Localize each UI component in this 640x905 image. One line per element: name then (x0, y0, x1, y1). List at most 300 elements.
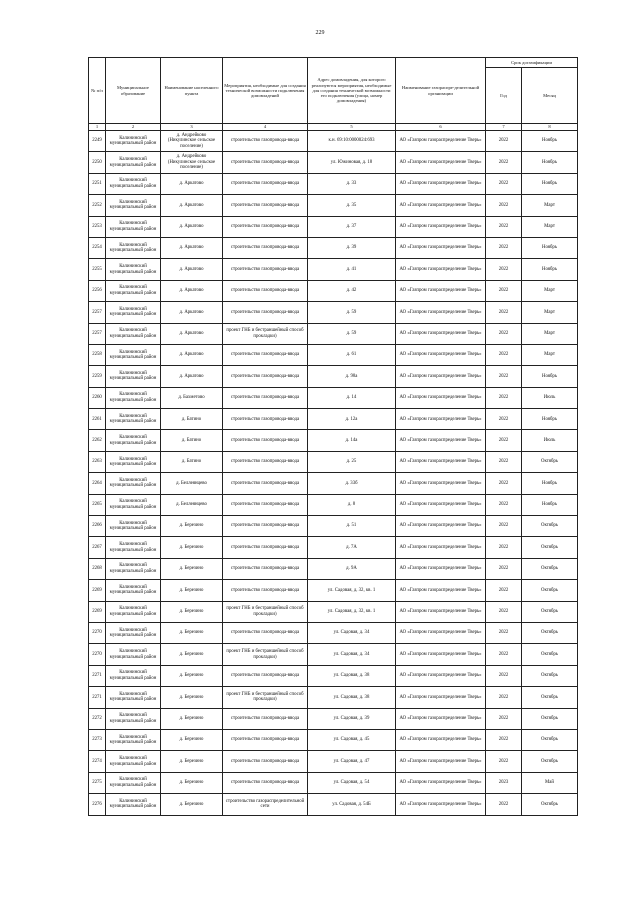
header-month: Месяц (522, 68, 578, 124)
settlement-cell: д. Березино (161, 622, 223, 643)
municipality-cell: Калининский муниципальный район (106, 708, 161, 729)
header-measures: Мероприятия, необходимые для создания технической возможности подключения домовладений (223, 58, 308, 124)
organization-cell: АО «Газпром газораспределение Тверь» (396, 131, 486, 152)
measures-cell: строительство газопровода-ввода (223, 259, 308, 280)
measures-cell: строительство газопровода-ввода (223, 537, 308, 558)
organization-cell: АО «Газпром газораспределение Тверь» (396, 665, 486, 686)
column-number-row (89, 124, 578, 131)
row-number-cell: 2270 (89, 644, 106, 665)
column-number: 1 (89, 124, 106, 131)
measures-cell: строительство газопровода-ввода (223, 580, 308, 601)
table-row (89, 323, 578, 344)
settlement-cell: д. Березино (161, 644, 223, 665)
row-number-cell: 2271 (89, 687, 106, 708)
column-number: 7 (486, 124, 522, 131)
row-number-cell: 2252 (89, 195, 106, 216)
month-cell: Май (522, 772, 578, 793)
settlement-cell: д. Березино (161, 729, 223, 750)
column-number: 6 (396, 124, 486, 131)
settlement-cell: д. Березино (161, 558, 223, 579)
table-row (89, 216, 578, 237)
organization-cell: АО «Газпром газораспределение Тверь» (396, 473, 486, 494)
year-cell: 2022 (486, 409, 522, 430)
settlement-cell: д. Березино (161, 665, 223, 686)
organization-cell: АО «Газпром газораспределение Тверь» (396, 387, 486, 408)
address-cell: д. 39 (308, 237, 396, 258)
measures-cell: строительство газопровода-ввода (223, 387, 308, 408)
municipality-cell: Калининский муниципальный район (106, 729, 161, 750)
measures-cell: строительство газопровода-ввода (223, 173, 308, 194)
organization-cell: АО «Газпром газораспределение Тверь» (396, 323, 486, 344)
settlement-cell: д. Аркатово (161, 344, 223, 365)
row-number-cell: 2275 (89, 772, 106, 793)
table-row (89, 558, 578, 579)
settlement-cell: д. Батино (161, 430, 223, 451)
address-cell: д. 51 (308, 516, 396, 537)
column-number: 3 (161, 124, 223, 131)
header-deadline: Срок догазификации (486, 58, 578, 68)
organization-cell: АО «Газпром газораспределение Тверь» (396, 173, 486, 194)
municipality-cell: Калининский муниципальный район (106, 302, 161, 323)
organization-cell: АО «Газпром газораспределение Тверь» (396, 601, 486, 622)
table-row (89, 537, 578, 558)
year-cell: 2022 (486, 601, 522, 622)
month-cell: Ноябрь (522, 131, 578, 152)
measures-cell: строительство газопровода-ввода (223, 344, 308, 365)
municipality-cell: Калининский муниципальный район (106, 644, 161, 665)
row-number-cell: 2270 (89, 622, 106, 643)
month-cell: Март (522, 323, 578, 344)
table-row (89, 751, 578, 772)
month-cell: Октябрь (522, 580, 578, 601)
municipality-cell: Калининский муниципальный район (106, 259, 161, 280)
settlement-cell: д. Аркатово (161, 323, 223, 344)
year-cell: 2022 (486, 580, 522, 601)
municipality-cell: Калининский муниципальный район (106, 131, 161, 152)
settlement-cell: д. Аркатово (161, 302, 223, 323)
measures-cell: строительство газопровода-ввода (223, 473, 308, 494)
settlement-cell: д. Березино (161, 708, 223, 729)
organization-cell: АО «Газпром газораспределение Тверь» (396, 216, 486, 237)
table-row (89, 794, 578, 815)
settlement-cell: д. Батино (161, 451, 223, 472)
address-cell: д. 59 (308, 302, 396, 323)
row-number-cell: 2263 (89, 451, 106, 472)
month-cell: Октябрь (522, 601, 578, 622)
year-cell: 2022 (486, 516, 522, 537)
measures-cell: строительство газопровода-ввода (223, 195, 308, 216)
measures-cell: строительство газопровода-ввода (223, 152, 308, 173)
row-number-cell: 2251 (89, 173, 106, 194)
year-cell: 2022 (486, 280, 522, 301)
month-cell: Октябрь (522, 729, 578, 750)
month-cell: Ноябрь (522, 173, 578, 194)
settlement-cell: д. Березино (161, 794, 223, 815)
year-cell: 2022 (486, 152, 522, 173)
table-row (89, 708, 578, 729)
measures-cell: строительство газопровода-ввода (223, 302, 308, 323)
measures-cell: строительство газопровода-ввода (223, 366, 308, 387)
year-cell: 2022 (486, 195, 522, 216)
municipality-cell: Калининский муниципальный район (106, 772, 161, 793)
year-cell: 2023 (486, 772, 522, 793)
month-cell: Октябрь (522, 665, 578, 686)
organization-cell: АО «Газпром газораспределение Тверь» (396, 644, 486, 665)
year-cell: 2022 (486, 451, 522, 472)
month-cell: Октябрь (522, 516, 578, 537)
table-row (89, 302, 578, 323)
table-row (89, 601, 578, 622)
table-row (89, 622, 578, 643)
municipality-cell: Калининский муниципальный район (106, 794, 161, 815)
month-cell: Июль (522, 430, 578, 451)
municipality-cell: Калининский муниципальный район (106, 237, 161, 258)
settlement-cell: д. Березино (161, 772, 223, 793)
month-cell: Октябрь (522, 794, 578, 815)
organization-cell: АО «Газпром газораспределение Тверь» (396, 259, 486, 280)
table-row (89, 280, 578, 301)
header-year: Год (486, 68, 522, 124)
settlement-cell: д. Березино (161, 516, 223, 537)
month-cell: Ноябрь (522, 494, 578, 515)
organization-cell: АО «Газпром газораспределение Тверь» (396, 451, 486, 472)
organization-cell: АО «Газпром газораспределение Тверь» (396, 494, 486, 515)
settlement-cell: д. Березино (161, 580, 223, 601)
municipality-cell: Калининский муниципальный район (106, 665, 161, 686)
row-number-cell: 2259 (89, 366, 106, 387)
address-cell: ул. Садовая, д. 32, кв. 1 (308, 580, 396, 601)
municipality-cell: Калининский муниципальный район (106, 195, 161, 216)
year-cell: 2022 (486, 687, 522, 708)
row-number-cell: 2264 (89, 473, 106, 494)
address-cell: д. 9А (308, 558, 396, 579)
year-cell: 2022 (486, 729, 522, 750)
year-cell: 2022 (486, 622, 522, 643)
year-cell: 2022 (486, 344, 522, 365)
measures-cell: строительство газопровода-ввода (223, 622, 308, 643)
table-row (89, 387, 578, 408)
year-cell: 2022 (486, 259, 522, 280)
organization-cell: АО «Газпром газораспределение Тверь» (396, 237, 486, 258)
month-cell: Ноябрь (522, 259, 578, 280)
measures-cell: проект ГНБ и бестраншейный способ прокладки) (223, 601, 308, 622)
settlement-cell: д. Бахметово (161, 387, 223, 408)
year-cell: 2022 (486, 537, 522, 558)
address-cell: ул. Садовая, д. 34 (308, 644, 396, 665)
municipality-cell: Калининский муниципальный район (106, 751, 161, 772)
table-row (89, 451, 578, 472)
month-cell: Ноябрь (522, 152, 578, 173)
month-cell: Март (522, 216, 578, 237)
municipality-cell: Калининский муниципальный район (106, 473, 161, 494)
row-number-cell: 2249 (89, 131, 106, 152)
municipality-cell: Калининский муниципальный район (106, 280, 161, 301)
table-row (89, 409, 578, 430)
organization-cell: АО «Газпром газораспределение Тверь» (396, 622, 486, 643)
column-number: 4 (223, 124, 308, 131)
row-number-cell: 2253 (89, 216, 106, 237)
year-cell: 2022 (486, 558, 522, 579)
table-body (89, 131, 578, 816)
table-row (89, 430, 578, 451)
organization-cell: АО «Газпром газораспределение Тверь» (396, 729, 486, 750)
measures-cell: строительство газопровода-ввода (223, 708, 308, 729)
municipality-cell: Калининский муниципальный район (106, 537, 161, 558)
organization-cell: АО «Газпром газораспределение Тверь» (396, 772, 486, 793)
month-cell: Март (522, 344, 578, 365)
month-cell: Октябрь (522, 751, 578, 772)
measures-cell: строительство газопровода-ввода (223, 131, 308, 152)
address-cell: д. 41 (308, 259, 396, 280)
municipality-cell: Калининский муниципальный район (106, 580, 161, 601)
organization-cell: АО «Газпром газораспределение Тверь» (396, 751, 486, 772)
year-cell: 2022 (486, 323, 522, 344)
measures-cell: строительство газопровода-ввода (223, 280, 308, 301)
measures-cell: строительство газопровода-ввода (223, 216, 308, 237)
measures-cell: строительство газопровода-ввода (223, 237, 308, 258)
month-cell: Ноябрь (522, 473, 578, 494)
month-cell: Октябрь (522, 687, 578, 708)
year-cell: 2022 (486, 430, 522, 451)
address-cell: д. 35 (308, 195, 396, 216)
measures-cell: проект ГНБ и бестраншейный способ прокладки) (223, 323, 308, 344)
municipality-cell: Калининский муниципальный район (106, 494, 161, 515)
row-number-cell: 2272 (89, 708, 106, 729)
settlement-cell: д. Березино (161, 751, 223, 772)
month-cell: Март (522, 280, 578, 301)
year-cell: 2022 (486, 366, 522, 387)
address-cell: д. 33 (308, 173, 396, 194)
row-number-cell: 2266 (89, 516, 106, 537)
table-row (89, 195, 578, 216)
table-row (89, 516, 578, 537)
address-cell: д. 98а (308, 366, 396, 387)
month-cell: Октябрь (522, 622, 578, 643)
measures-cell: строительство газопровода-ввода (223, 558, 308, 579)
municipality-cell: Калининский муниципальный район (106, 601, 161, 622)
settlement-cell: д. Батино (161, 409, 223, 430)
organization-cell: АО «Газпром газораспределение Тверь» (396, 516, 486, 537)
row-number-cell: 2273 (89, 729, 106, 750)
table-row (89, 665, 578, 686)
row-number-cell: 2261 (89, 409, 106, 430)
organization-cell: АО «Газпром газораспределение Тверь» (396, 409, 486, 430)
measures-cell: строительство газопровода-ввода (223, 451, 308, 472)
row-number-cell: 2257 (89, 302, 106, 323)
municipality-cell: Калининский муниципальный район (106, 558, 161, 579)
year-cell: 2022 (486, 794, 522, 815)
measures-cell: строительство газопровода-ввода (223, 772, 308, 793)
organization-cell: АО «Газпром газораспределение Тверь» (396, 280, 486, 301)
settlement-cell: д. Андрейково (Никулинское сельское поселение) (161, 131, 223, 152)
organization-cell: АО «Газпром газораспределение Тверь» (396, 302, 486, 323)
table-row (89, 580, 578, 601)
row-number-cell: 2268 (89, 558, 106, 579)
table-row (89, 473, 578, 494)
address-cell: ул. Садовая, д. 54 (308, 772, 396, 793)
municipality-cell: Калининский муниципальный район (106, 173, 161, 194)
settlement-cell: д. Аркатово (161, 259, 223, 280)
address-cell: д. 37 (308, 216, 396, 237)
header-municipality: Муниципальное образование (106, 58, 161, 124)
header-address: Адрес домовладения, для которого реализуются мероприятия, необходимые для создания технической возможности его подключения (улица, номер домовладения) (308, 58, 396, 124)
address-cell: д. 14 (308, 387, 396, 408)
year-cell: 2022 (486, 473, 522, 494)
address-cell: д. 61 (308, 344, 396, 365)
month-cell: Октябрь (522, 537, 578, 558)
settlement-cell: д. Андрейково (Никулинское сельское поселение) (161, 152, 223, 173)
settlement-cell: д. Аркатово (161, 280, 223, 301)
municipality-cell: Калининский муниципальный район (106, 451, 161, 472)
address-cell: ул. Садовая, д. 39 (308, 708, 396, 729)
year-cell: 2022 (486, 302, 522, 323)
row-number-cell: 2250 (89, 152, 106, 173)
municipality-cell: Калининский муниципальный район (106, 216, 161, 237)
measures-cell: строительство газопровода-ввода (223, 665, 308, 686)
row-number-cell: 2257 (89, 323, 106, 344)
settlement-cell: д. Беллеянцево (161, 473, 223, 494)
address-cell: д. 14а (308, 430, 396, 451)
table-row (89, 131, 578, 152)
header-organization: Наименование газораспре-делительной организации (396, 58, 486, 124)
address-cell: ул. Садовая, д. 54Б (308, 794, 396, 815)
address-cell: к.н. 69:10:0000024:693 (308, 131, 396, 152)
table-row (89, 366, 578, 387)
table-row (89, 687, 578, 708)
row-number-cell: 2269 (89, 580, 106, 601)
municipality-cell: Калининский муниципальный район (106, 516, 161, 537)
measures-cell: строительство газопровода-ввода (223, 516, 308, 537)
municipality-cell: Калининский муниципальный район (106, 687, 161, 708)
address-cell: д. 7А (308, 537, 396, 558)
year-cell: 2022 (486, 494, 522, 515)
row-number-cell: 2265 (89, 494, 106, 515)
measures-cell: проект ГНБ и бестраншейный способ прокладки) (223, 687, 308, 708)
month-cell: Ноябрь (522, 409, 578, 430)
address-cell: ул. Садовая, д. 38 (308, 665, 396, 686)
settlement-cell: д. Аркатово (161, 366, 223, 387)
month-cell: Март (522, 302, 578, 323)
organization-cell: АО «Газпром газораспределение Тверь» (396, 708, 486, 729)
year-cell: 2022 (486, 708, 522, 729)
organization-cell: АО «Газпром газораспределение Тверь» (396, 195, 486, 216)
header-n: № п/п (89, 58, 106, 124)
organization-cell: АО «Газпром газораспределение Тверь» (396, 537, 486, 558)
measures-cell: строительство газопровода-ввода (223, 751, 308, 772)
settlement-cell: д. Аркатово (161, 173, 223, 194)
address-cell: ул. Южиновая, д. 18 (308, 152, 396, 173)
measures-cell: строительство газопровода-ввода (223, 430, 308, 451)
header-settlement: Наименование населенного пункта (161, 58, 223, 124)
month-cell: Октябрь (522, 708, 578, 729)
row-number-cell: 2271 (89, 665, 106, 686)
address-cell: ул. Садовая, д. 47 (308, 751, 396, 772)
year-cell: 2022 (486, 173, 522, 194)
row-number-cell: 2269 (89, 601, 106, 622)
year-cell: 2022 (486, 216, 522, 237)
address-cell: д. 59 (308, 323, 396, 344)
municipality-cell: Калининский муниципальный район (106, 430, 161, 451)
month-cell: Июль (522, 387, 578, 408)
organization-cell: АО «Газпром газораспределение Тверь» (396, 687, 486, 708)
settlement-cell: д. Березино (161, 601, 223, 622)
organization-cell: АО «Газпром газораспределение Тверь» (396, 580, 486, 601)
address-cell: д. 8 (308, 494, 396, 515)
row-number-cell: 2262 (89, 430, 106, 451)
organization-cell: АО «Газпром газораспределение Тверь» (396, 430, 486, 451)
year-cell: 2022 (486, 665, 522, 686)
month-cell: Октябрь (522, 451, 578, 472)
month-cell: Октябрь (522, 644, 578, 665)
table-row (89, 644, 578, 665)
municipality-cell: Калининский муниципальный район (106, 344, 161, 365)
settlement-cell: д. Березино (161, 687, 223, 708)
address-cell: д. 12а (308, 409, 396, 430)
municipality-cell: Калининский муниципальный район (106, 152, 161, 173)
year-cell: 2022 (486, 387, 522, 408)
table-row (89, 772, 578, 793)
table-row (89, 173, 578, 194)
municipality-cell: Калининский муниципальный район (106, 622, 161, 643)
measures-cell: строительство газораспределительной сети (223, 794, 308, 815)
address-cell: д. 25 (308, 451, 396, 472)
table-row (89, 494, 578, 515)
address-cell: ул. Садовая, д. 38 (308, 687, 396, 708)
municipality-cell: Калининский муниципальный район (106, 387, 161, 408)
table-row (89, 237, 578, 258)
measures-cell: строительство газопровода-ввода (223, 494, 308, 515)
row-number-cell: 2258 (89, 344, 106, 365)
month-cell: Ноябрь (522, 366, 578, 387)
row-number-cell: 2274 (89, 751, 106, 772)
year-cell: 2022 (486, 237, 522, 258)
column-number: 2 (106, 124, 161, 131)
row-number-cell: 2267 (89, 537, 106, 558)
month-cell: Март (522, 195, 578, 216)
address-cell: д. 33б (308, 473, 396, 494)
organization-cell: АО «Газпром газораспределение Тверь» (396, 558, 486, 579)
table-row (89, 729, 578, 750)
address-cell: ул. Садовая, д. 45 (308, 729, 396, 750)
settlement-cell: д. Аркатово (161, 195, 223, 216)
page-number: 229 (315, 30, 325, 36)
row-number-cell: 2276 (89, 794, 106, 815)
organization-cell: АО «Газпром газораспределение Тверь» (396, 794, 486, 815)
column-number: 8 (522, 124, 578, 131)
address-cell: ул. Садовая, д. 34 (308, 622, 396, 643)
table-header (89, 58, 578, 131)
table-row (89, 259, 578, 280)
organization-cell: АО «Газпром газораспределение Тверь» (396, 366, 486, 387)
row-number-cell: 2255 (89, 259, 106, 280)
municipality-cell: Калининский муниципальный район (106, 366, 161, 387)
measures-cell: строительство газопровода-ввода (223, 729, 308, 750)
organization-cell: АО «Газпром газораспределение Тверь» (396, 152, 486, 173)
row-number-cell: 2256 (89, 280, 106, 301)
year-cell: 2022 (486, 751, 522, 772)
row-number-cell: 2260 (89, 387, 106, 408)
month-cell: Ноябрь (522, 237, 578, 258)
settlement-cell: д. Березино (161, 537, 223, 558)
municipality-cell: Калининский муниципальный район (106, 323, 161, 344)
month-cell: Октябрь (522, 558, 578, 579)
settlement-cell: д. Аркатово (161, 216, 223, 237)
measures-cell: строительство газопровода-ввода (223, 409, 308, 430)
gasification-table (88, 57, 578, 816)
column-number: 5 (308, 124, 396, 131)
row-number-cell: 2254 (89, 237, 106, 258)
address-cell: ул. Садовая, д. 32, кв. 1 (308, 601, 396, 622)
